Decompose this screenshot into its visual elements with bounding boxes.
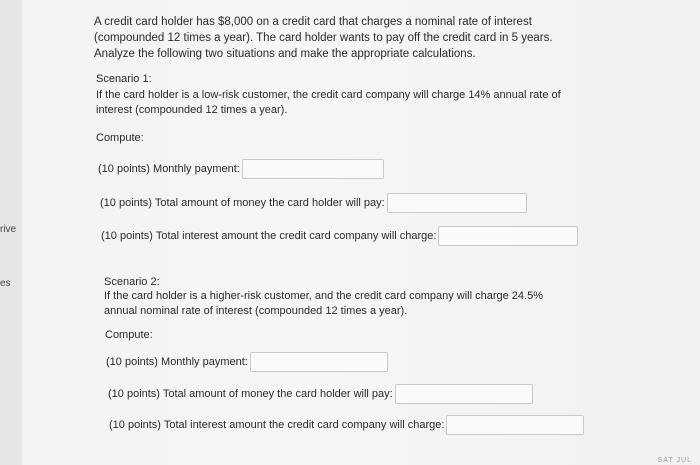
scenario-1-monthly-payment-label: (10 points) Monthly payment: — [98, 163, 240, 175]
scenario-2-total-interest-input[interactable] — [446, 415, 584, 435]
scenario-2-monthly-payment-row — [106, 352, 388, 372]
scenario-1-title: Scenario 1: — [96, 73, 152, 85]
question-panel — [22, 0, 700, 465]
scenario-2-description: If the card holder is a higher-risk customer, and the credit card company will charge 24.5% annual nominal rate of interest (compounded 12 times a year). — [104, 290, 543, 317]
scenario-2-total-amount-row — [108, 384, 533, 404]
scenario-1-monthly-payment-row — [98, 159, 384, 179]
scenario-2-monthly-payment-input[interactable] — [250, 352, 388, 372]
scenario-1-compute-label: Compute: — [96, 132, 144, 144]
scenario-2-monthly-payment-label: (10 points) Monthly payment: — [106, 356, 248, 368]
scenario-1-monthly-payment-input[interactable] — [242, 159, 384, 179]
scenario-2-total-interest-label: (10 points) Total interest amount the credit card company will charge: — [109, 419, 445, 431]
scenario-2-total-amount-input[interactable] — [395, 384, 533, 404]
sidebar-edge — [0, 0, 22, 465]
scenario-1-description: If the card holder is a low-risk customer, the credit card company will charge 14% annual rate of interest (compounded 12 times a year). — [96, 89, 561, 116]
corner-text: SAT JUL — [657, 457, 692, 464]
scenario-1-total-interest-label: (10 points) Total interest amount the credit card company will charge: — [101, 230, 437, 242]
scenario-1-total-interest-input[interactable] — [438, 226, 578, 246]
scenario-2-title: Scenario 2: — [104, 276, 160, 288]
scenario-1-total-interest-row — [101, 226, 578, 246]
sidebar-item-fragment[interactable]: rive — [0, 224, 17, 235]
scenario-2-total-interest-row — [109, 415, 584, 435]
scenario-2-compute-label: Compute: — [105, 329, 153, 341]
scenario-1-total-amount-label: (10 points) Total amount of money the card holder will pay: — [100, 197, 385, 209]
problem-statement: A credit card holder has $8,000 on a credit card that charges a nominal rate of interest (compounded 12 times a year). The card holder wants to pay off the credit card in 5 years. Analyze the following two situations and make the appropriate calculations. — [94, 16, 553, 60]
scenario-1-total-amount-row — [100, 193, 527, 213]
sidebar-item-fragment[interactable]: es — [0, 278, 11, 289]
scenario-2-total-amount-label: (10 points) Total amount of money the card holder will pay: — [108, 388, 393, 400]
scenario-1-total-amount-input[interactable] — [387, 193, 527, 213]
